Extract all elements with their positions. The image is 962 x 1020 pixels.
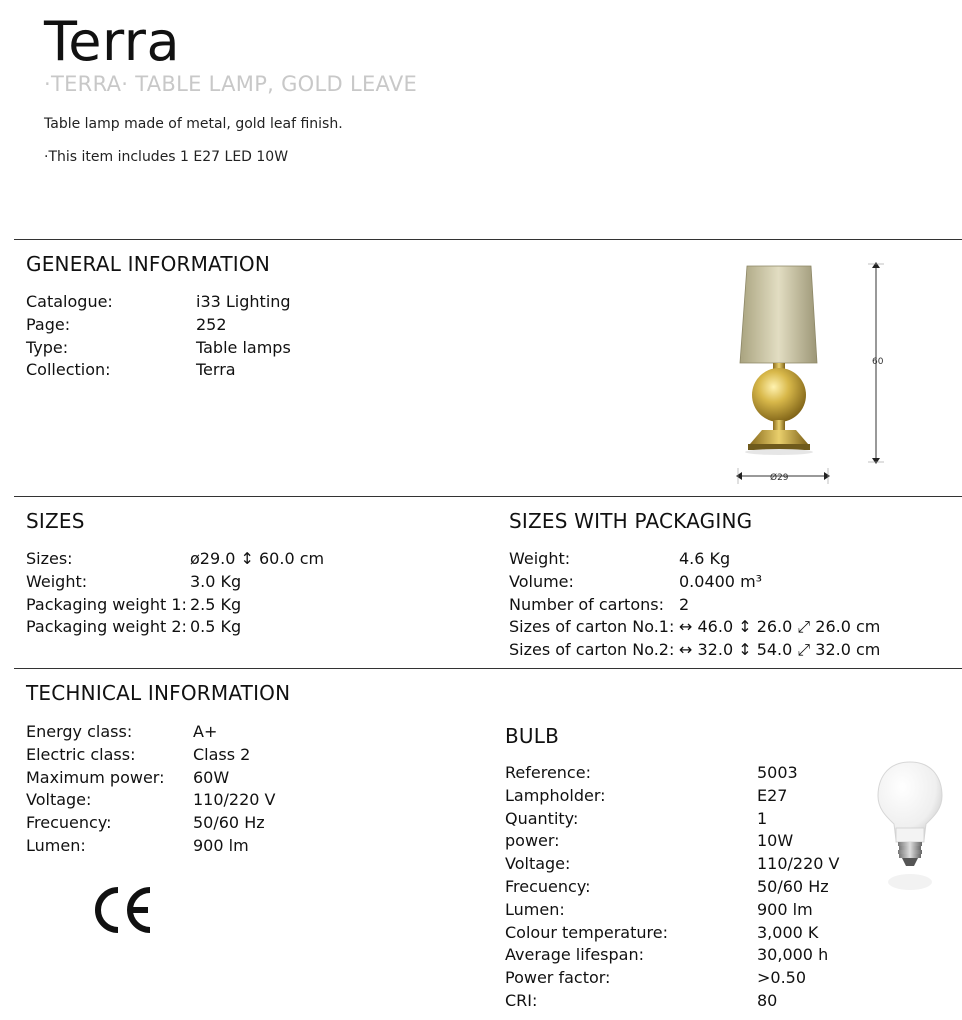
info-row — [26, 359, 291, 382]
info-row — [26, 337, 291, 360]
info-value: A+ — [193, 722, 218, 741]
info-value: 2 — [679, 594, 690, 614]
divider — [14, 668, 962, 669]
info-label: Packaging weight 1: — [26, 594, 187, 614]
info-row — [505, 990, 840, 1013]
info-row — [26, 744, 276, 767]
info-label: Type: — [26, 337, 69, 357]
info-label: Catalogue: — [26, 292, 113, 311]
info-value: 50/60 Hz — [193, 813, 265, 833]
info-value: 0.0400 m³ — [679, 571, 763, 591]
info-row — [509, 594, 880, 617]
info-row — [505, 785, 840, 808]
info-value: 4.6 Kg — [679, 549, 731, 568]
info-value: 30,000 h — [757, 945, 829, 965]
info-label: Electric class: — [26, 744, 136, 764]
product-title: Terra — [44, 10, 181, 73]
info-value: i33 Lighting — [196, 292, 291, 311]
technical-list — [26, 721, 276, 858]
info-label: Weight: — [509, 549, 571, 568]
info-row — [26, 314, 291, 337]
info-label: Frecuency: — [505, 876, 591, 896]
info-label: Quantity: — [505, 808, 579, 828]
info-row — [505, 762, 840, 785]
info-value: Class 2 — [193, 744, 251, 764]
info-row — [26, 571, 324, 594]
bulb-heading: BULB — [505, 724, 560, 748]
info-row — [26, 616, 324, 639]
info-value: 60W — [193, 767, 230, 787]
info-label: Weight: — [26, 571, 88, 591]
diameter-dimension-label: Ø29 — [770, 473, 789, 483]
info-label: Colour temperature: — [505, 922, 668, 942]
ce-mark-icon — [88, 882, 158, 938]
info-row — [26, 548, 324, 571]
info-row — [505, 853, 840, 876]
info-label: Average lifespan: — [505, 945, 644, 965]
info-value: ↔ 32.0 ↕ 54.0 ⤢ 32.0 cm — [679, 640, 881, 660]
info-label: power: — [505, 831, 560, 851]
info-label: Lampholder: — [505, 785, 606, 805]
info-value: ø29.0 ↕ 60.0 cm — [190, 549, 325, 568]
sizes-list — [26, 548, 324, 639]
info-row — [26, 767, 276, 790]
info-label: Volume: — [509, 571, 574, 591]
info-value: 2.5 Kg — [190, 594, 242, 614]
info-value: 10W — [757, 831, 794, 851]
product-includes: ·This item includes 1 E27 LED 10W — [44, 149, 289, 165]
info-value: 1 — [757, 808, 768, 828]
info-row — [26, 812, 276, 835]
divider — [14, 496, 962, 497]
info-label: Sizes: — [26, 549, 73, 568]
info-row — [505, 944, 840, 967]
info-value: 0.5 Kg — [190, 617, 242, 637]
info-label: Sizes of carton No.2: — [509, 640, 675, 660]
info-row — [26, 594, 324, 617]
info-value: >0.50 — [757, 968, 807, 988]
info-label: Frecuency: — [26, 813, 112, 833]
info-row — [26, 291, 291, 314]
info-row — [26, 721, 276, 744]
info-row — [509, 548, 880, 571]
lamp-drawing — [728, 258, 888, 488]
product-subtitle: ·TERRA· TABLE LAMP, GOLD LEAVE — [44, 72, 418, 96]
info-value: 110/220 V — [193, 790, 276, 810]
info-row — [505, 808, 840, 831]
info-value: 80 — [757, 990, 778, 1010]
product-description: Table lamp made of metal, gold leaf finish. — [44, 116, 343, 132]
height-dimension-label: 60 — [872, 357, 884, 367]
info-label: Collection: — [26, 360, 111, 380]
info-value: 900 lm — [193, 835, 249, 855]
general-heading: GENERAL INFORMATION — [26, 252, 271, 276]
info-label: Energy class: — [26, 722, 133, 741]
info-value: 3.0 Kg — [190, 571, 242, 591]
info-row — [26, 835, 276, 858]
info-value: 900 lm — [757, 899, 813, 919]
info-value: 110/220 V — [757, 854, 840, 874]
info-row — [505, 830, 840, 853]
bulb-image — [874, 758, 946, 898]
bulb-list — [505, 762, 840, 1013]
info-row — [505, 922, 840, 945]
info-row — [505, 899, 840, 922]
info-value: 252 — [196, 314, 227, 334]
info-value: Table lamps — [196, 337, 291, 357]
info-label: CRI: — [505, 990, 538, 1010]
info-row — [505, 876, 840, 899]
info-label: Sizes of carton No.1: — [509, 617, 675, 637]
info-label: Lumen: — [505, 899, 565, 919]
info-label: Maximum power: — [26, 767, 165, 787]
info-label: Number of cartons: — [509, 594, 664, 614]
info-label: Lumen: — [26, 835, 86, 855]
info-label: Page: — [26, 314, 71, 334]
info-label: Voltage: — [26, 790, 92, 810]
info-value: ↔ 46.0 ↕ 26.0 ⤢ 26.0 cm — [679, 617, 881, 637]
divider — [14, 239, 962, 240]
info-value: Terra — [196, 360, 236, 380]
info-row — [509, 639, 880, 662]
technical-heading: TECHNICAL INFORMATION — [26, 681, 291, 705]
info-label: Power factor: — [505, 968, 611, 988]
info-value: 50/60 Hz — [757, 876, 829, 896]
info-value: 3,000 K — [757, 922, 819, 942]
packaging-list — [509, 548, 880, 662]
packaging-heading: SIZES WITH PACKAGING — [509, 509, 753, 533]
info-value: E27 — [757, 785, 788, 805]
info-label: Voltage: — [505, 854, 571, 874]
sizes-heading: SIZES — [26, 509, 85, 533]
info-row — [26, 789, 276, 812]
info-label: Packaging weight 2: — [26, 617, 187, 637]
info-row — [509, 571, 880, 594]
info-value: 5003 — [757, 763, 798, 782]
info-row — [505, 967, 840, 990]
info-row — [509, 616, 880, 639]
info-label: Reference: — [505, 763, 591, 782]
general-info-list — [26, 291, 291, 382]
